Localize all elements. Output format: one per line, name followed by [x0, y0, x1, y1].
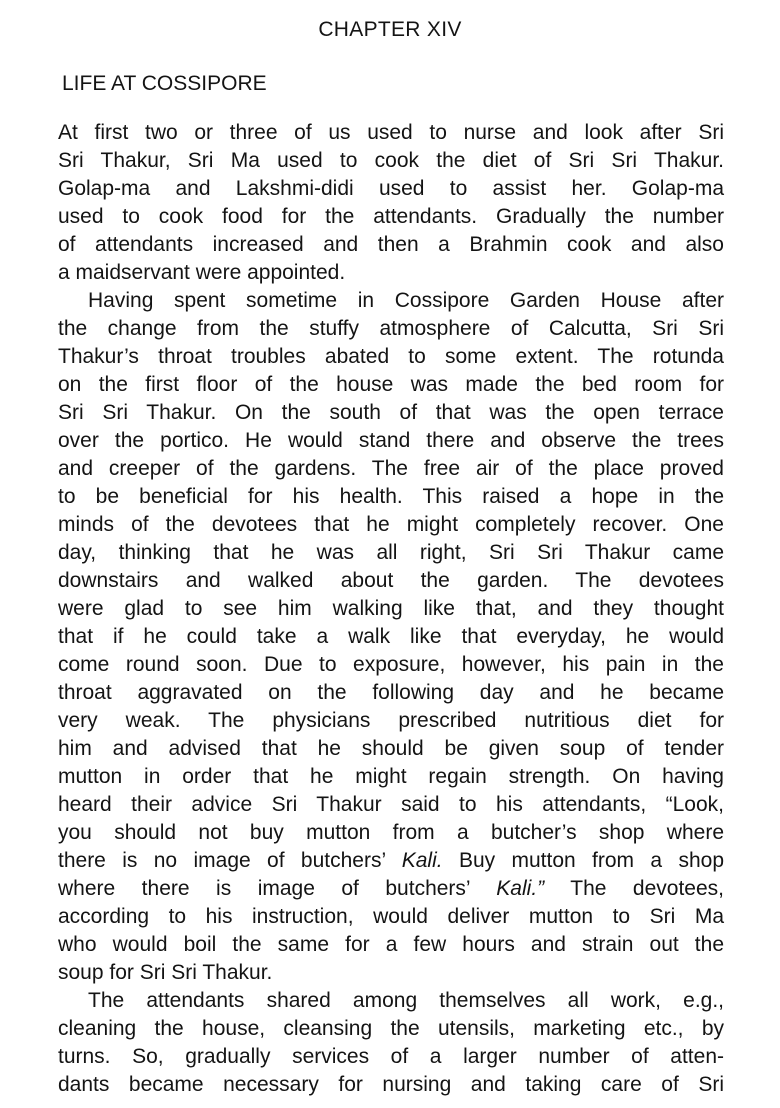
text-line: dants became necessary for nursing and taking care of Sri [58, 1073, 724, 1096]
text-line: downstairs and walked about the garden. The devotees [58, 569, 724, 592]
text-line: used to cook food for the attendants. Gradually the number [58, 205, 724, 228]
text-line: At first two or three of us used to nurse and look after Sri [58, 121, 724, 144]
text-line: and creeper of the gardens. The free air of the place proved [58, 457, 724, 480]
text-line-with-italic [58, 847, 724, 875]
body-text [58, 119, 724, 1099]
text-line: The attendants shared among themselves all work, e.g., [88, 989, 724, 1012]
text-line: you should not buy mutton from a butcher’s shop where [58, 821, 724, 844]
paragraph-1 [58, 119, 724, 287]
text-line: very weak. The physicians prescribed nutritious diet for [58, 709, 724, 732]
text-line: soup for Sri Sri Thakur. [58, 961, 273, 984]
text-line: who would boil the same for a few hours and strain out the [58, 933, 724, 956]
text-line: to be beneficial for his health. This raised a hope in the [58, 485, 724, 508]
paragraph-2 [58, 287, 724, 987]
text-line: according to his instruction, would deliver mutton to Sri Ma [58, 905, 724, 928]
text-line: on the first floor of the house was made the bed room for [58, 373, 724, 396]
text-line: heard their advice Sri Thakur said to his attendants, “Look, [58, 793, 724, 816]
text-segment: there is no image of butchers’ [58, 849, 402, 872]
italic-term: Kali.” [496, 877, 545, 900]
text-line: cleaning the house, cleansing the utensils, marketing etc., by [58, 1017, 724, 1040]
text-line: over the portico. He would stand there and observe the trees [58, 429, 724, 452]
text-segment: The devotees, [544, 877, 725, 900]
italic-term: Kali. [401, 849, 443, 872]
text-line: mutton in order that he might regain strength. On having [58, 765, 724, 788]
text-line: that if he could take a walk like that everyday, he would [58, 625, 724, 648]
text-line-with-italic [58, 875, 724, 903]
text-line: come round soon. Due to exposure, however, his pain in the [58, 653, 724, 676]
text-segment: Buy mutton from a shop [442, 849, 724, 872]
text-line: a maidservant were appointed. [58, 261, 346, 284]
text-line: turns. So, gradually services of a larger number of atten- [58, 1045, 724, 1068]
text-line: Sri Sri Thakur. On the south of that was the open terrace [58, 401, 724, 424]
chapter-heading: CHAPTER XIV [318, 18, 462, 41]
text-line: Having spent sometime in Cossipore Garden House after [88, 289, 724, 312]
text-line: of attendants increased and then a Brahmin cook and also [58, 233, 724, 256]
text-line: Golap-ma and Lakshmi-didi used to assist her. Golap-ma [58, 177, 724, 200]
text-line: minds of the devotees that he might completely recover. One [58, 513, 724, 536]
text-segment: where there is image of butchers’ [58, 877, 497, 900]
text-line: Thakur’s throat troubles abated to some extent. The rotunda [58, 345, 724, 368]
section-title: LIFE AT COSSIPORE [62, 72, 267, 95]
text-line: Sri Thakur, Sri Ma used to cook the diet of Sri Sri Thakur. [58, 149, 724, 172]
text-line: throat aggravated on the following day and he became [58, 681, 724, 704]
text-line: were glad to see him walking like that, and they thought [58, 597, 724, 620]
text-line: the change from the stuffy atmosphere of Calcutta, Sri Sri [58, 317, 724, 340]
text-line: him and advised that he should be given soup of tender [58, 737, 724, 760]
paragraph-3 [58, 987, 724, 1099]
text-line: day, thinking that he was all right, Sri Sri Thakur came [58, 541, 724, 564]
